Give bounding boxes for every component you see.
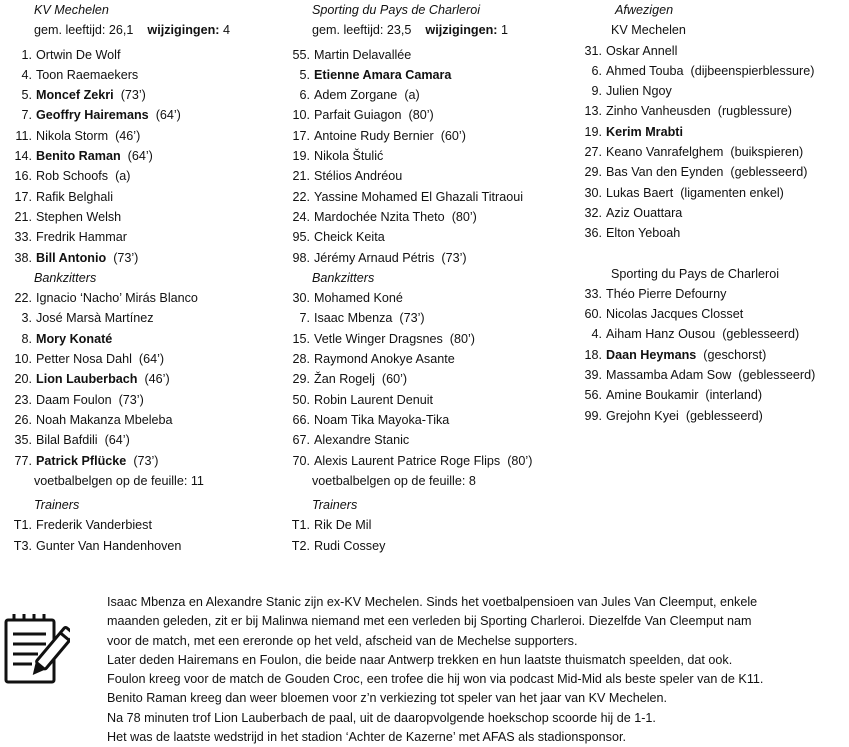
away-team-name: Sporting du Pays de Charleroi [312,3,481,17]
player-note: (60’) [381,372,408,387]
away-age-label: gem. leeftijd: [312,23,384,38]
player-number: 99. [584,408,602,423]
player-name: José Marsà Martínez [36,311,154,326]
player-number: 77. [14,453,32,468]
player-row [6,390,276,410]
player-number: 7. [21,108,32,123]
player-number: 38. [14,250,32,265]
away-bench-heading: Bankzitters [312,270,375,285]
home-starters-list [6,45,276,268]
player-name: Robin Laurent Denuit [314,392,434,407]
player-name: Raymond Anokye Asante [314,352,455,367]
player-name: Mohamed Koné [314,291,403,306]
home-age-label: gem. leeftijd: [34,23,106,38]
notes-line: maanden geleden, zit er bij Malinwa niemand met een verleden bij Sporting Charleroi. Diezelfde Van Cleemput nam [107,614,752,629]
player-name: Théo Pierre Defourny [606,286,727,301]
player-number: 67. [292,433,310,448]
player-row [6,288,276,308]
player-note: (a) [115,169,131,184]
player-name: Martin Delavallée [314,47,412,62]
player-row [6,65,276,85]
player-name: Daam Foulon [36,392,112,407]
player-note: (80’) [507,453,533,468]
player-row [284,349,576,369]
home-trainers-heading: Trainers [34,498,80,513]
player-number: 22. [292,189,310,204]
player-note: (64’) [104,433,130,448]
player-row [6,207,276,227]
player-row [583,223,849,243]
player-note: (geblesseerd) [685,408,763,423]
player-name: Mardochée Nzita Theto [314,209,445,224]
player-note: (geblesseerd) [730,165,808,180]
player-note: (46’) [144,372,170,387]
away-age-value: 23,5 [386,23,412,38]
player-name: Julien Ngoy [606,84,672,99]
player-name: Grejohn Kyei [606,408,679,423]
player-number: 28. [292,352,310,367]
home-team-column [6,0,276,556]
player-name: Jérémy Arnaud Pétris [314,250,435,265]
player-name: Oskar Annell [606,43,678,58]
player-name: Bill Antonio [36,250,107,265]
player-row [583,101,849,121]
player-number: 70. [292,453,310,468]
player-row [583,406,849,426]
player-note: (dijbeenspierblessure) [690,63,815,78]
player-number: 39. [584,368,602,383]
player-row [6,369,276,389]
player-name: Lukas Baert [606,185,674,200]
player-row [583,284,849,304]
home-changes-value: 4 [222,23,230,38]
player-row [284,430,576,450]
player-row [284,187,576,207]
player-row [583,183,849,203]
player-number: 66. [292,412,310,427]
home-bench-list [6,288,276,471]
player-number: 10. [292,108,310,123]
player-name: Amine Boukamir [606,388,699,403]
player-number: 33. [14,230,32,245]
player-name: Geoffry Hairemans [36,108,149,123]
player-name: Vetle Winger Dragsnes [314,331,443,346]
player-number: 14. [14,149,32,164]
player-name: Patrick Pflücke [36,453,127,468]
player-note: (ligamenten enkel) [680,185,784,200]
player-name: Bas Van den Eynden [606,165,724,180]
player-note: (73’) [133,453,159,468]
away-belgians-label: voetbalbelgen op de feuille: [312,473,466,488]
player-name: Mory Konaté [36,331,113,346]
player-number: 9. [591,84,602,99]
player-row [6,227,276,247]
notes-line: Na 78 minuten trof Lion Lauberbach de paal, uit de daaropvolgende hoekschop scoorde hij de 1-1. [107,710,656,725]
player-name: Gunter Van Handenhoven [36,538,182,553]
player-number: 23. [14,392,32,407]
home-bench-heading: Bankzitters [34,270,97,285]
player-row [284,390,576,410]
player-row [583,61,849,81]
player-number: 8. [21,331,32,346]
player-name: Zinho Vanheusden [606,104,711,119]
player-row [6,430,276,450]
player-note: (a) [404,88,420,103]
home-team-name: KV Mechelen [34,3,109,17]
player-row [583,365,849,385]
player-number: 17. [292,128,310,143]
player-row [284,248,576,268]
player-note: (geblesseerd) [722,327,800,342]
player-name: Kerim Mrabti [606,124,683,139]
player-row [284,329,576,349]
player-row [284,207,576,227]
player-name: Frederik Vanderbiest [36,518,152,533]
player-row [284,166,576,186]
away-belgians-line [284,471,576,491]
player-note: (buikspieren) [730,145,804,160]
player-row [583,142,849,162]
absentees-title: Afwezigen [615,3,674,17]
player-name: Cheick Keita [314,230,385,245]
player-number: 98. [292,250,310,265]
player-name: Ahmed Touba [606,63,684,78]
player-number: 95. [292,230,310,245]
home-changes-label: wijzigingen: [147,23,220,38]
player-row [6,536,276,556]
player-name: Moncef Zekri [36,88,114,103]
player-row [6,146,276,166]
player-row [6,515,276,535]
player-note: (80’) [451,209,477,224]
player-row [583,304,849,324]
player-note: (73’) [118,392,144,407]
player-row [583,345,849,365]
player-note: (64’) [127,149,153,164]
player-row [583,122,849,142]
player-number: 6. [299,88,310,103]
player-name: Nikola Štulić [314,149,384,164]
player-number: 32. [584,205,602,220]
away-starters-list [284,45,576,268]
player-note: (46’) [115,128,141,143]
player-name: Parfait Guiagon [314,108,402,123]
player-note: (64’) [155,108,181,123]
absentees-home-list [583,41,849,244]
player-number: 17. [14,189,32,204]
player-name: Aiham Hanz Ousou [606,327,716,342]
player-note: (64’) [138,352,165,367]
player-number: 5. [299,67,310,82]
player-note: (73’) [113,250,139,265]
player-number: 16. [14,169,32,184]
player-name: Ignacio ‘Nacho’ Mirás Blanco [36,291,198,306]
absentees-column [583,0,849,426]
away-trainers-heading: Trainers [312,498,358,513]
home-belgians-value: 11 [190,473,204,488]
player-number: 18. [584,347,602,362]
player-row [284,288,576,308]
player-name: Alexandre Stanic [314,433,410,448]
player-name: Noah Makanza Mbeleba [36,412,173,427]
player-number: 6. [591,63,602,78]
home-team-stats [6,20,276,40]
player-name: Lion Lauberbach [36,372,138,387]
player-number: 4. [591,327,602,342]
player-number: T1. [13,518,32,533]
notes-line: voor de match, met een ereronde op het veld, afscheid van de Mechelse supporters. [107,633,578,648]
player-name: Rudi Cossey [314,538,386,553]
absentees-home-team: KV Mechelen [611,23,686,38]
player-name: Etienne Amara Camara [314,67,452,82]
player-row [6,45,276,65]
away-team-stats [284,20,576,40]
player-note: (rugblessure) [717,104,792,119]
notes-line: Het was de laatste wedstrijd in het stadion ‘Achter de Kazerne’ met AFAS als stadionsponsor. [107,730,626,745]
notes-line: Later deden Hairemans en Foulon, die beide naar Antwerp trekken en hun laatste thuismatch speelden, dat ook. [107,652,733,667]
player-note: (interland) [705,388,763,403]
player-row [6,329,276,349]
player-name: Petter Nosa Dahl [36,352,132,367]
player-number: 13. [584,104,602,119]
player-row [284,308,576,328]
player-name: Yassine Mohamed El Ghazali Titraoui [314,189,524,204]
player-note: (80’) [408,108,434,123]
player-row [6,166,276,186]
player-name: Stélios Andréou [314,169,403,184]
away-bench-list [284,288,576,471]
player-row [583,203,849,223]
player-number: 15. [292,331,310,346]
player-name: Fredrik Hammar [36,230,127,245]
player-name: Alexis Laurent Patrice Roge Flips [314,453,501,468]
player-note: (73’) [120,88,146,103]
match-notes [107,593,847,747]
player-number: 10. [14,352,32,367]
player-number: 29. [292,372,310,387]
away-trainers-list [284,515,576,556]
player-row [284,536,576,556]
absentees-away-team: Sporting du Pays de Charleroi [611,266,780,281]
player-note: (73’) [441,250,467,265]
player-number: 56. [584,388,602,403]
away-changes-label: wijzigingen: [425,23,498,38]
player-number: 1. [21,47,32,62]
player-number: 7. [299,311,310,326]
player-number: 30. [584,185,602,200]
player-row [284,410,576,430]
player-row [284,369,576,389]
player-number: T3. [13,538,32,553]
notes-line: Isaac Mbenza en Alexandre Stanic zijn ex-KV Mechelen. Sinds het voetbalpensioen van Jules Van Cleemput, enkele [107,595,758,609]
player-row [6,187,276,207]
player-row [6,308,276,328]
player-row [284,146,576,166]
player-row [583,385,849,405]
player-number: 30. [292,291,310,306]
player-name: Keano Vanrafelghem [606,145,724,160]
player-note: (geschorst) [703,347,767,362]
player-number: T2. [291,538,310,553]
player-number: 50. [292,392,310,407]
player-row [6,105,276,125]
player-row [284,227,576,247]
player-row [284,65,576,85]
player-number: 24. [292,209,310,224]
player-name: Isaac Mbenza [314,311,393,326]
player-name: Ortwin De Wolf [36,47,121,62]
home-belgians-line [6,471,276,491]
player-number: 29. [584,165,602,180]
player-row [284,105,576,125]
player-name: Noam Tika Mayoka-Tika [314,412,450,427]
player-row [284,126,576,146]
player-name: Elton Yeboah [606,226,681,241]
away-team-column [284,0,576,556]
player-row [583,81,849,101]
player-row [6,410,276,430]
player-number: 36. [584,226,602,241]
absentees-away-list [583,284,849,426]
player-name: Nicolas Jacques Closset [606,307,744,322]
player-number: 22. [14,291,32,306]
player-row [583,162,849,182]
player-name: Rik De Mil [314,518,372,533]
player-row [284,85,576,105]
player-row [6,451,276,471]
player-number: 35. [14,433,32,448]
player-row [284,451,576,471]
player-name: Žan Rogelj [314,372,375,387]
player-row [583,41,849,61]
player-number: 31. [584,43,602,58]
player-name: Stephen Welsh [36,209,122,224]
player-note: (73’) [399,311,425,326]
player-note: (60’) [440,128,466,143]
player-number: 3. [21,311,32,326]
player-number: 5. [21,88,32,103]
away-changes-value: 1 [500,23,508,38]
home-age-value: 26,1 [108,23,134,38]
player-row [284,45,576,65]
player-name: Antoine Rudy Bernier [314,128,434,143]
player-row [583,324,849,344]
player-number: 21. [292,169,310,184]
player-number: 55. [292,47,310,62]
player-note: (geblesseerd) [738,368,816,383]
player-number: 27. [584,145,602,160]
player-number: 26. [14,412,32,427]
player-note: (80’) [449,331,475,346]
player-row [6,349,276,369]
away-belgians-value: 8 [468,473,476,488]
player-row [6,85,276,105]
player-name: Nikola Storm [36,128,109,143]
player-number: 20. [14,372,32,387]
player-number: 60. [584,307,602,322]
player-number: 19. [584,124,602,139]
player-number: 4. [21,67,32,82]
player-name: Rafik Belghali [36,189,114,204]
player-number: 21. [14,209,32,224]
player-number: T1. [291,518,310,533]
player-number: 11. [15,128,32,143]
player-name: Massamba Adam Sow [606,368,732,383]
player-name: Toon Raemaekers [36,67,139,82]
player-name: Adem Zorgane [314,88,398,103]
notes-line: Foulon kreeg voor de match de Gouden Croc, een trofee die hij won via podcast Mid-Mid als beste speler van de K11. [107,672,764,687]
player-name: Benito Raman [36,149,121,164]
player-row [284,515,576,535]
player-row [6,248,276,268]
player-name: Rob Schoofs [36,169,109,184]
player-number: 33. [584,286,602,301]
notepad-pen-icon [4,612,70,738]
player-number: 19. [292,149,310,164]
notes-line: Benito Raman kreeg dan weer bloemen voor z’n verkiezing tot speler van het jaar van KV Mechelen. [107,691,668,706]
home-trainers-list [6,515,276,556]
home-belgians-label: voetbalbelgen op de feuille: [34,473,188,488]
player-name: Bilal Bafdili [36,433,98,448]
player-name: Daan Heymans [606,347,697,362]
player-row [6,126,276,146]
player-name: Aziz Ouattara [606,205,683,220]
